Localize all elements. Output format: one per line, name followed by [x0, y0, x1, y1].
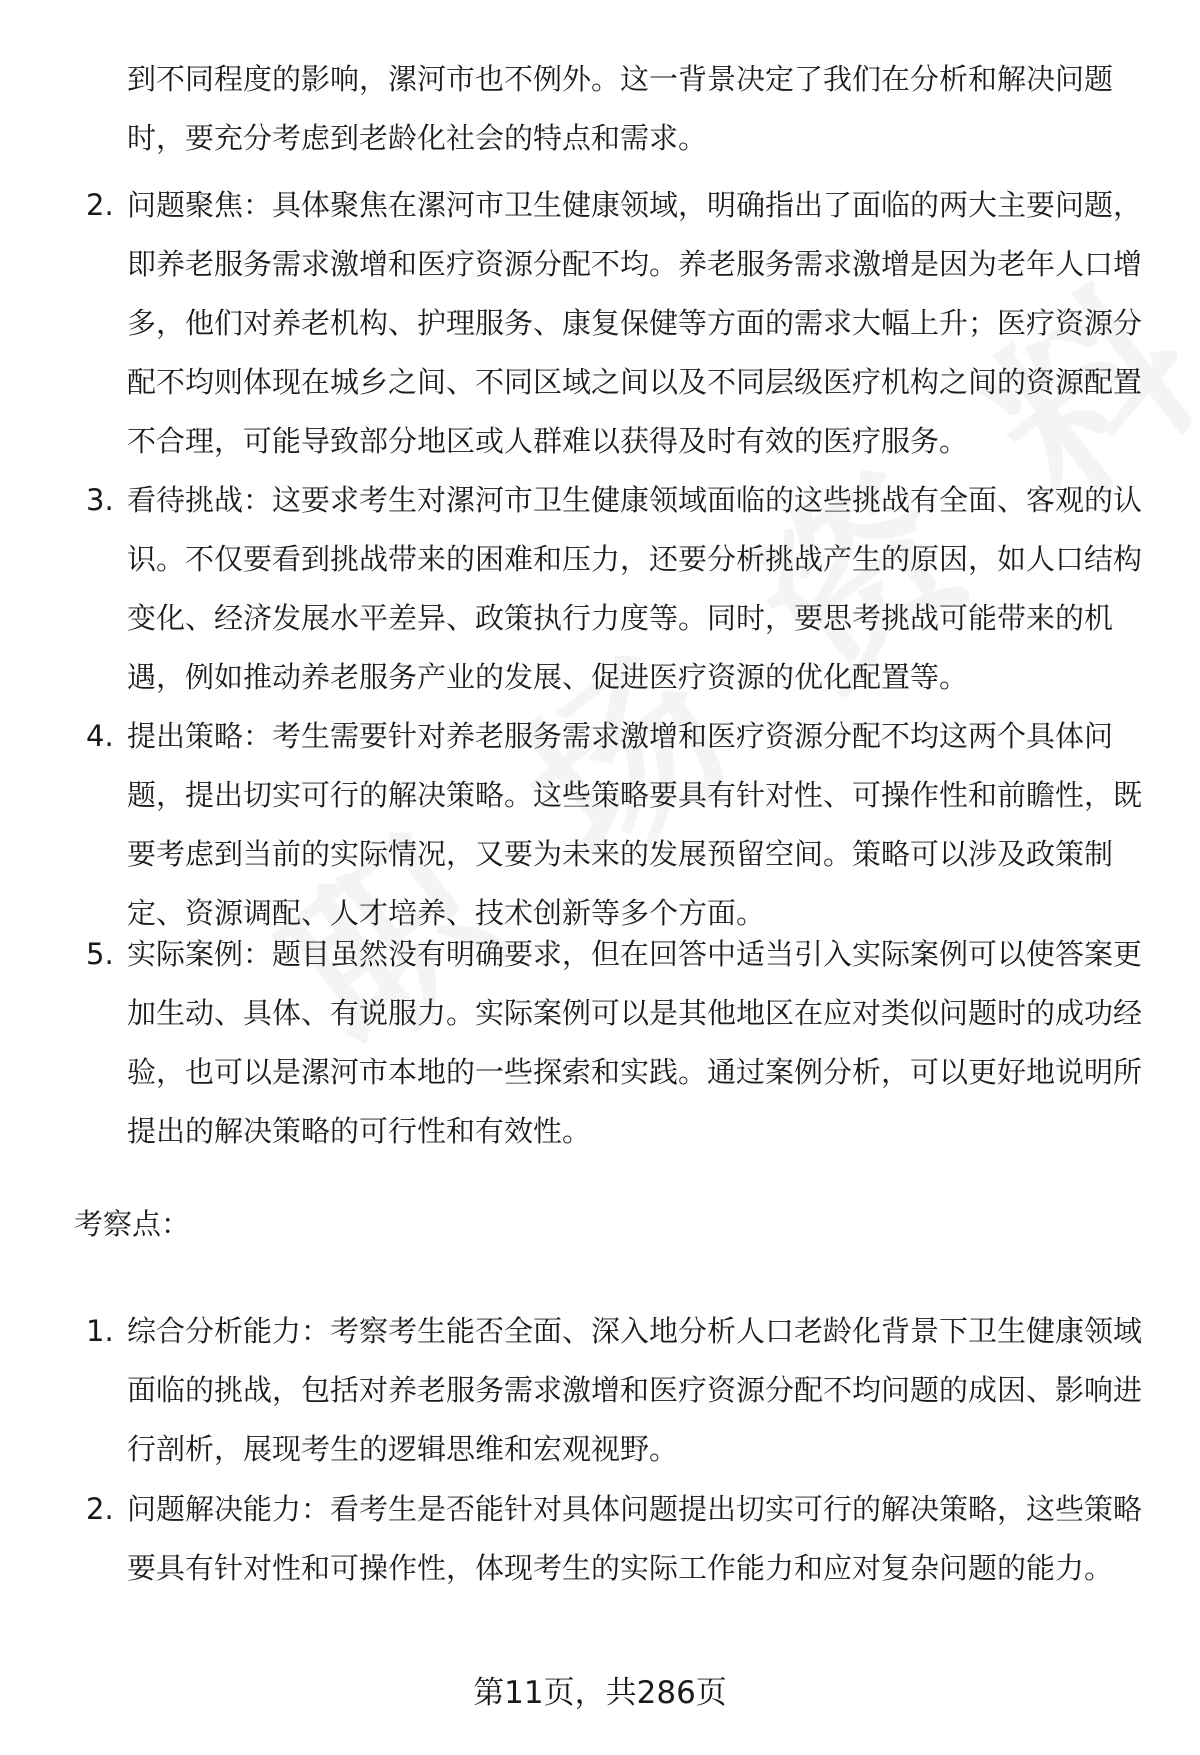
list-item: [0, 1480, 1147, 1658]
list-item: [0, 1302, 1147, 1480]
list-item-number: 2.: [86, 188, 114, 222]
list-item-number: 1.: [86, 1314, 114, 1348]
list-item-text: 看待挑战：这要求考生对漯河市卫生健康领域面临的这些挑战有全面、客观的认识。不仅要看到挑战带来的困难和压力，还要分析挑战产生的原因，如人口结构变化、经济发展水平差异、政策执行力度等。同时，要思考挑战可能带来的机遇，例如推动养老服务产业的发展、促进医疗资源的优化配置等。: [127, 483, 1143, 694]
list-item: [0, 707, 1147, 930]
section-heading: 考察点：: [74, 1207, 191, 1241]
analysis-list: [0, 176, 1147, 1161]
list-item-text: 问题聚焦：具体聚焦在漯河市卫生健康领域，明确指出了面临的两大主要问题，即养老服务需求激增和医疗资源分配不均。养老服务需求激增是因为老年人口增多，他们对养老机构、护理服务、康复保健等方面的需求大幅上升；医疗资源分配不均则体现在城乡之间、不同区域之间以及不同层级医疗机构之间的资源配置不合理，可能导致部分地区或人群难以获得及时有效的医疗服务。: [127, 188, 1143, 458]
list-item-number: 3.: [86, 483, 114, 517]
list-item-number: 2.: [86, 1492, 114, 1526]
list-item-text: 综合分析能力：考察考生能否全面、深入地分析人口老龄化背景下卫生健康领域面临的挑战，包括对养老服务需求激增和医疗资源分配不均问题的成因、影响进行剖析，展现考生的逻辑思维和宏观视野。: [127, 1314, 1143, 1466]
list-item-text: 问题解决能力：看考生是否能针对具体问题提出切实可行的解决策略，这些策略要具有针对性和可操作性，体现考生的实际工作能力和应对复杂问题的能力。: [127, 1492, 1143, 1585]
list-item: [0, 471, 1147, 707]
exam-points-list: [0, 1302, 1147, 1658]
list-item-number: 4.: [86, 719, 114, 753]
list-item-number: 5.: [86, 937, 114, 971]
page-number-footer: 第11页，共286页: [473, 1675, 727, 1711]
list-item-text: 提出策略：考生需要针对养老服务需求激增和医疗资源分配不均这两个具体问题，提出切实可行的解决策略。这些策略要具有针对性、可操作性和前瞻性，既要考虑到当前的实际情况，又要为未来的发展预留空间。策略可以涉及政策制定、资源调配、人才培养、技术创新等多个方面。: [127, 719, 1143, 930]
list-item: [0, 925, 1147, 1161]
list-item-text: 实际案例：题目虽然没有明确要求，但在回答中适当引入实际案例可以使答案更加生动、具体、有说服力。实际案例可以是其他地区在应对类似问题时的成功经验，也可以是漯河市本地的一些探索和实践。通过案例分析，可以更好地说明所提出的解决策略的可行性和有效性。: [127, 937, 1143, 1148]
list-item: [0, 176, 1147, 471]
continuation-paragraph: 到不同程度的影响，漯河市也不例外。这一背景决定了我们在分析和解决问题时，要充分考虑到老龄化社会的特点和需求。: [127, 62, 1114, 155]
